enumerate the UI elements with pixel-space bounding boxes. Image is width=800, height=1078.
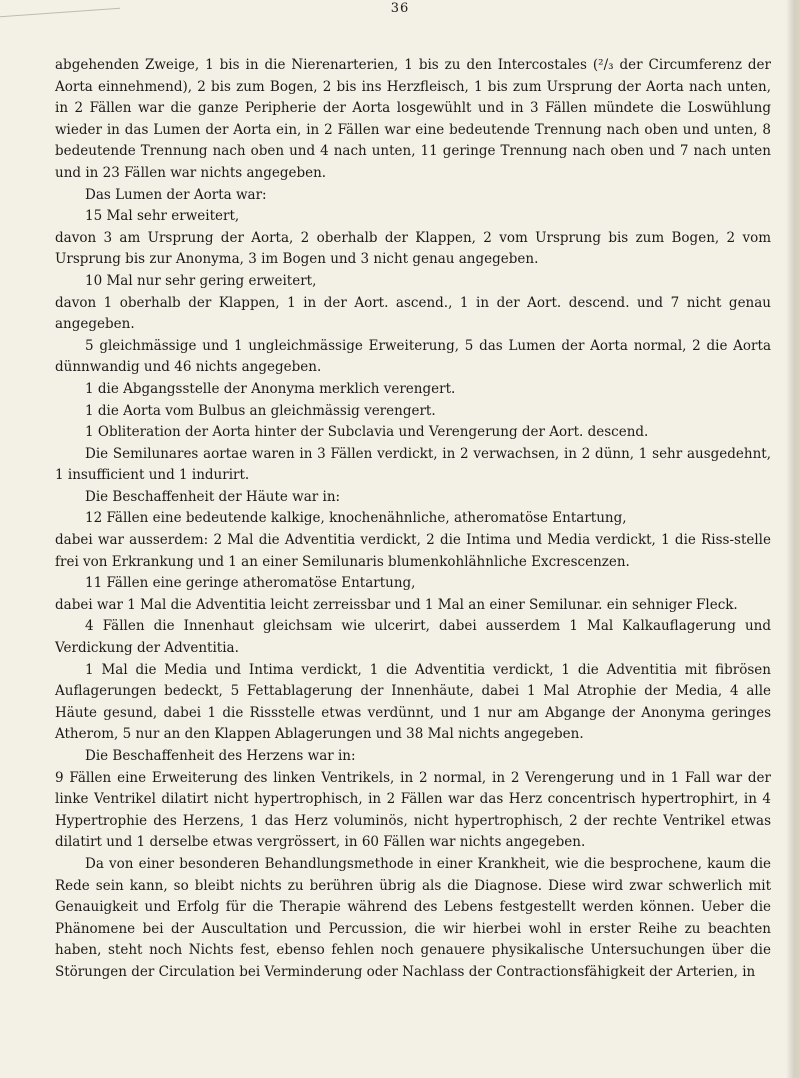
page-number: 36 xyxy=(390,1,410,16)
paragraph-innenhaut-ulcerirt: 4 Fällen die Innenhaut gleichsam wie ulcerirt, dabei ausserdem 1 Mal Kalkauflagerung und Verdickung der Adventitia. xyxy=(55,618,771,657)
paragraph-herz-details: 9 Fällen eine Erweiterung des linken Ventrikels, in 2 normal, in 2 Verengerung und in 1 Fall war der linke Ventrikel dilatirt nicht hypertrophisch, in 2 Fällen war das Herz concentrisch hypertrophirt, in 4 Hypertrophie des Herzens, 1 das Herz voluminös, nicht hypertrophisch, 2 der rechte Ventrikel etwas dilatirt und 1 derselbe etwas vergrössert, in 60 Fällen war nichts angegeben. xyxy=(55,769,771,851)
line-gering-erweitert: 10 Mal nur sehr gering erweitert, xyxy=(85,272,317,289)
line-bedeutende-entartung: 12 Fällen eine bedeutende kalkige, knochenähnliche, atheromatöse Entartung, xyxy=(85,510,627,527)
paragraph-diagnose: Da von einer besonderen Behandlungsmethode in einer Krankheit, wie die besprochene, kaum die Rede sein kann, so bleibt nichts zu berühren übrig als die Diagnose. Diese wird zwar schwerlich mit Genauigkeit und Erfolg für die Therapie während des Lebens festgestellt werden können. Ueber die Phänomene bei der Auscultation und Percussion, die wir hierbei wohl in erster Reihe zu beachten haben, steht noch Nichts fest, ebenso fehlen noch genauere physikalische Untersuchungen über die Störungen der Circulation bei Verminderung oder Nachlass der Contractionsfähigkeit der Arterien, in xyxy=(55,855,771,980)
heading-haeute: Die Beschaffenheit der Häute war in: xyxy=(85,488,341,505)
line-geringe-entartung: 11 Fällen eine geringe atheromatöse Entartung, xyxy=(85,575,416,592)
paragraph-semilunares: Die Semilunares aortae waren in 3 Fällen verdickt, in 2 verwachsen, in 2 dünn, 1 sehr ausgedehnt, 1 insufficient und 1 indurirt. xyxy=(55,445,771,484)
heading-herz: Die Beschaffenheit des Herzens war in: xyxy=(85,748,356,764)
paragraph-sehr-erweitert-details: davon 3 am Ursprung der Aorta, 2 oberhalb der Klappen, 2 vom Ursprung bis zum Bogen, 2 vom Ursprung bis zur Anonyma, 3 im Bogen und 3 nicht genau angegeben. xyxy=(55,229,771,268)
paragraph-bedeutende-entartung-details: dabei war ausserdem: 2 Mal die Adventitia verdickt, 2 die Intima und Media verdickt, 1 die Riss-stelle frei von Erkrankung und 1 an einer Semilunaris blumenkohlähnliche Excrescenzen. xyxy=(55,532,771,570)
paragraph-dissection-extent: abgehenden Zweige, 1 bis in die Nierenarterien, 1 bis zu den Intercostales (²/₃ der Circumferenz der Aorta einnehmend), 2 bis zum Bogen, 2 bis ins Herzfleisch, 1 bis zum Ursprung der Aorta nach unten, in 2 Fällen war die ganze Peripherie der Aorta losgewühlt und in 3 Fällen mündete die Loswühlung wieder in das Lumen der Aorta ein, in 2 Fällen war eine bedeutende Trennung nach oben und unten, 8 bedeutende Trennung nach oben und 4 nach unten, 11 geringe Trennung nach oben und 7 nach unten und in 23 Fällen war nichts angegeben. xyxy=(55,57,771,181)
line-sehr-erweitert: 15 Mal sehr erweitert, xyxy=(85,208,240,225)
paragraph-gering-erweitert-details: davon 1 oberhalb der Klappen, 1 in der Aort. ascend., 1 in der Aort. descend. und 7 nicht genau angegeben. xyxy=(55,294,771,333)
paragraph-erweiterung-summary: 5 gleichmässige und 1 ungleichmässige Erweiterung, 5 das Lumen der Aorta normal, 2 die Aorta dünnwandig und 46 nichts angegeben. xyxy=(55,337,771,376)
paragraph-media-intima: 1 Mal die Media und Intima verdickt, 1 die Adventitia verdickt, 1 die Adventitia mit fibrösen Auflagerungen bedeckt, 5 Fettablagerung der Innenhäute, dabei 1 Mal Atrophie der Media, 4 alle Häute gesund, dabei 1 die Rissstelle etwas verdünnt, und 1 nur am Abgange der Anonyma geringes Atherom, 5 nur an den Klappen Ablagerungen und 38 Mal nichts angegeben. xyxy=(55,661,771,743)
line-anonyma-verengert: 1 die Abgangsstelle der Anonyma merklich verengert. xyxy=(85,380,456,397)
body-text xyxy=(55,55,771,984)
line-bulbus-verengert: 1 die Aorta vom Bulbus an gleichmässig verengert. xyxy=(85,402,436,419)
line-obliteration: 1 Obliteration der Aorta hinter der Subclavia und Verengerung der Aort. descend. xyxy=(85,424,649,441)
page-edge-shadow xyxy=(786,0,800,1078)
paragraph-geringe-entartung-details: dabei war 1 Mal die Adventitia leicht zerreissbar und 1 Mal an einer Semilunar. ein sehniger Fleck. xyxy=(55,596,738,613)
heading-lumen-aorta: Das Lumen der Aorta war: xyxy=(85,186,267,203)
